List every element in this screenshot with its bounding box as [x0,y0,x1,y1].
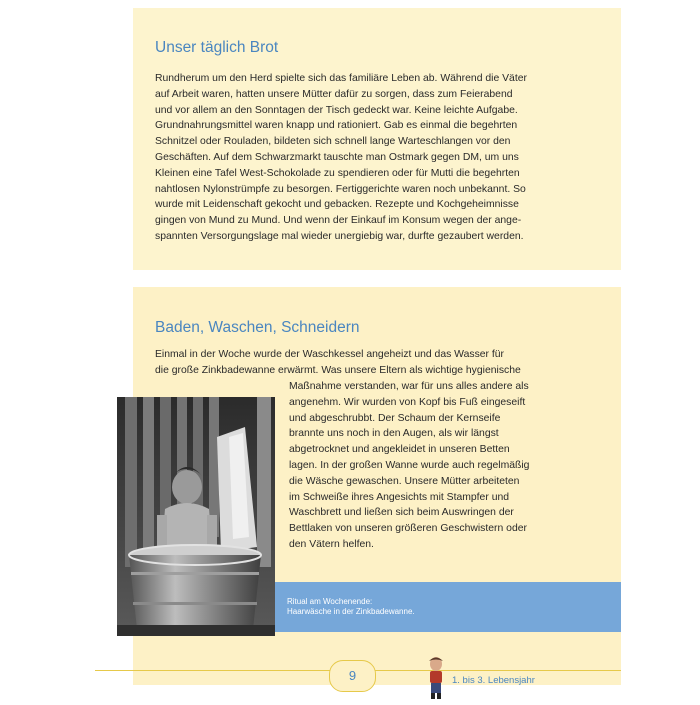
text-line: Grundnahrungsmittel waren knapp und rationiert. Gab es einmal die begehrten [155,120,518,132]
text-line: brannte uns noch in den Augen, als wir längst [289,428,499,440]
page-number: 9 [329,660,376,692]
section-heading: Unser täglich Brot [155,39,279,56]
text-line: und abgeschrubbt. Der Schaum der Kernseife [289,412,501,424]
text-line: die Wäsche gewaschen. Unsere Mütter arbeiteten [289,475,520,487]
text-line: den Vätern helfen. [289,538,374,550]
text-line: Geschäften. Auf dem Schwarzmarkt tauschte man Ostmark gegen DM, um uns [155,151,519,163]
text-line: auf Arbeit waren, hatten unsere Mütter dafür zu sorgen, dass zum Feierabend [155,88,513,100]
text-line: die große Zinkbadewanne erwärmt. Was unsere Eltern als wichtige hygienische [155,364,521,376]
photo-caption-line: Ritual am Wochenende: [287,597,373,606]
section-body-text-side [289,379,529,553]
text-line: lagen. In der großen Wanne wurde auch regelmäßig [289,459,530,471]
text-line: im Schweiße ihres Angesichts mit Stampfer und [289,491,510,503]
toy-figure-icon [425,656,447,700]
text-line: gingen von Mund zu Mund. Und wenn der Einkauf im Konsum wegen der ange- [155,215,522,227]
text-line: Kleinen eine Tafel West-Schokolade zu spendieren oder für Mutti die begehrten [155,167,520,179]
text-line: wurde mit Leidenschaft gekocht und gebacken. Rezepte und Kochgeheimnisse [155,199,519,211]
photo-image [117,397,275,636]
text-line: angenehm. Wir wurden von Kopf bis Fuß eingeseift [289,396,526,408]
text-line: Schnitzel oder Rouladen, bildeten sich schnell lange Warteschlangen vor den [155,136,511,148]
text-line: Maßnahme verstanden, war für uns alles andere als [289,381,529,392]
text-line: Rundherum um den Herd spielte sich das familiäre Leben ab. Während die Väter [155,73,527,84]
text-line: Bettlaken von unseren größeren Geschwistern oder [289,523,527,535]
text-line: Waschbrett und ließen sich beim Auswringen der [289,507,514,519]
photo-child-in-zinc-tub [117,397,275,636]
footer-chapter-label: 1. bis 3. Lebensjahr [452,675,535,686]
text-line: und vor allem an den Sonntagen der Tisch gedeckt war. Keine leichte Aufgabe. [155,104,518,116]
section-unser-taeglich-brot [133,8,621,270]
section-heading: Baden, Waschen, Schneidern [155,319,360,336]
text-line: abgetrocknet und angekleidet in unseren Betten [289,444,510,456]
section-body-text-top [155,347,521,379]
section-body-text [155,71,527,245]
photo-caption-line: Haarwäsche in der Zinkbadewanne. [287,607,415,616]
text-line: nahtlosen Nylonstrümpfe zu besorgen. Fertiggerichte waren noch unbekannt. So [155,183,526,195]
text-line: spannten Versorgungslage mal wieder unergiebig war, durfte gezaubert werden. [155,230,524,242]
photo-caption-bar [275,582,621,632]
text-line: Einmal in der Woche wurde der Waschkessel angeheizt und das Wasser für [155,349,505,360]
